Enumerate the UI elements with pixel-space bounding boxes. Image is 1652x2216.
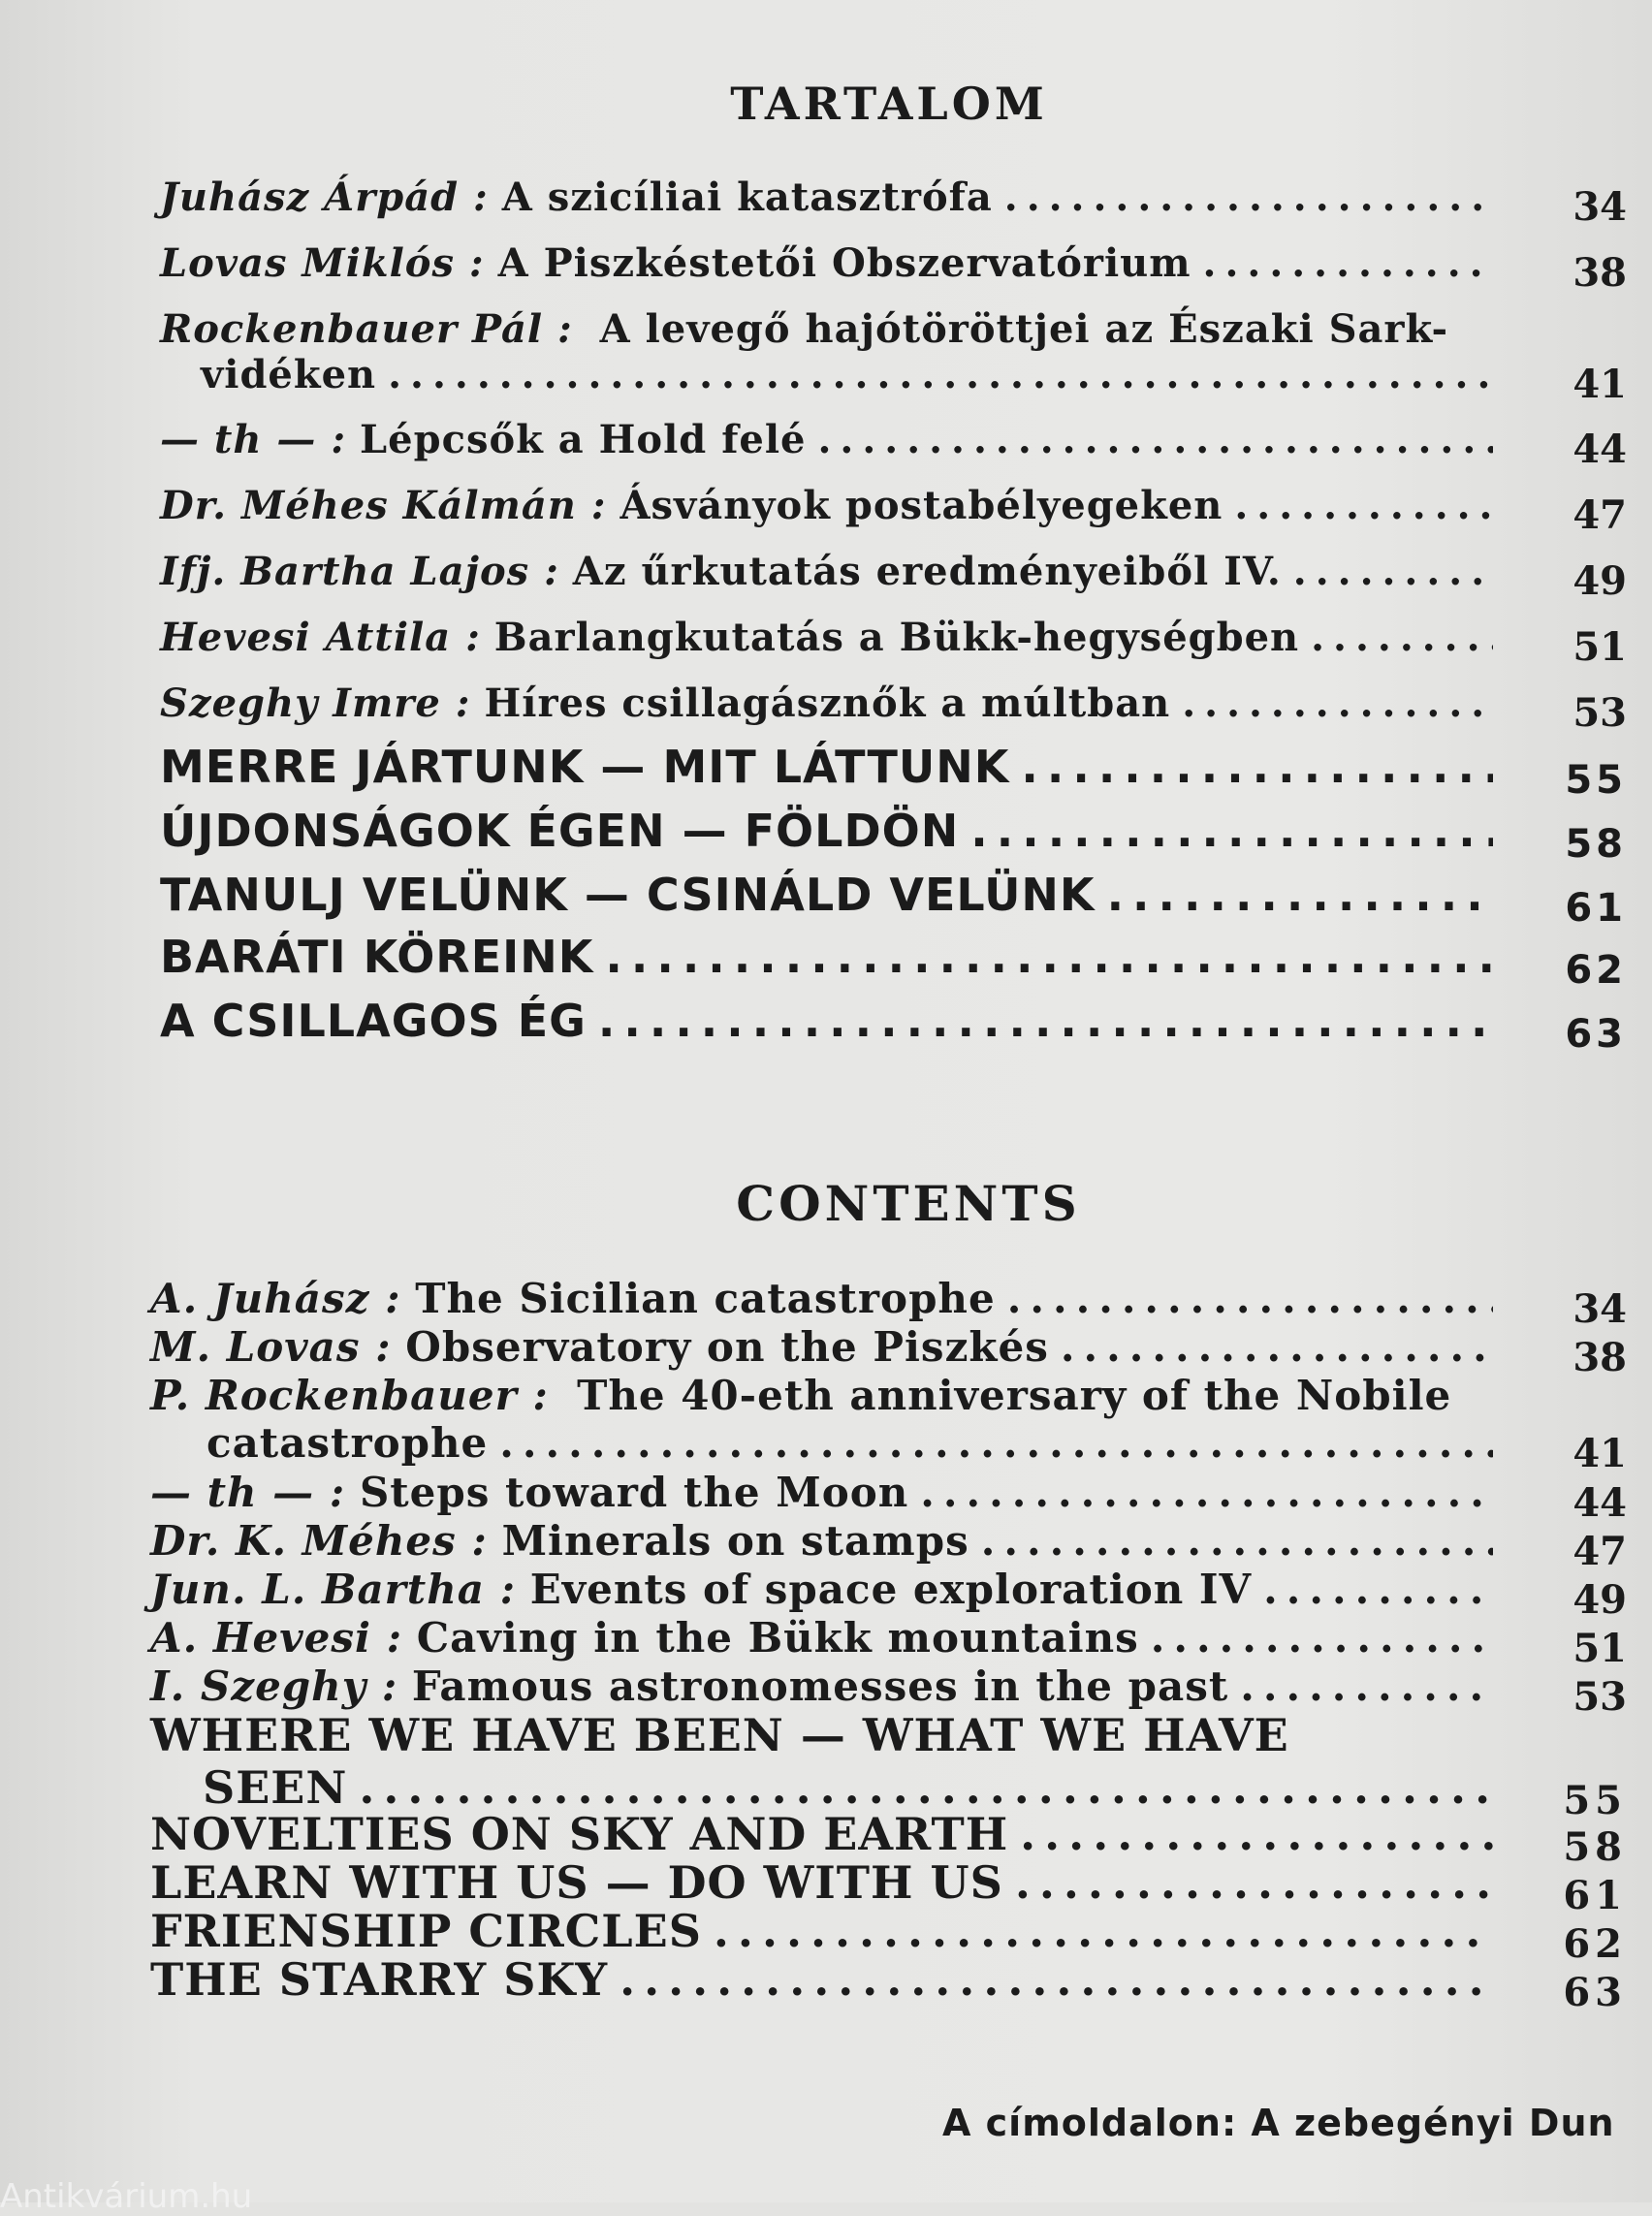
toc-entry [150,1566,1627,1623]
entry-title: A Piszkéstetői Obszervatórium [497,240,1191,286]
entry-title: The 40-eth anniversary of the Nobile [577,1372,1452,1419]
entry-page-number: 53 [1573,690,1627,736]
toc-entry [160,931,1627,993]
entry-title: Minerals on stamps [501,1517,969,1565]
entry-author: Juhász Árpád : [160,174,489,220]
dot-leader [1263,1566,1493,1613]
entry-page-number: 53 [1573,1674,1627,1720]
entry-author: I. Szeghy : [150,1662,398,1710]
entry-title: Híres csillagásznők a múltban [484,681,1171,726]
entry-page-number: 58 [1563,1824,1627,1870]
entry-page-number: 61 [1563,1873,1627,1918]
entry-title: LEARN WITH US — DO WITH US [150,1856,1003,1909]
entry-title: Lépcsők a Hold felé [360,417,807,462]
entry-author: — th — : [150,1469,346,1516]
toc-entry [160,417,1627,472]
toc-entry [150,1372,1627,1476]
dot-leader [1107,869,1493,921]
cover-caption: A címoldalon: A zebegényi Dun [942,2102,1615,2144]
toc-entry [160,741,1627,803]
dot-leader [1004,174,1493,220]
entry-title: Observatory on the Piszkés [405,1323,1049,1371]
entry-author: Rockenbauer Pál : [160,306,573,352]
entry-author: A. Hevesi : [150,1614,403,1662]
dot-leader [620,1953,1493,2006]
entry-title: ÚJDONSÁGOK ÉGEN — FÖLDÖN [160,805,960,857]
entry-author: Dr. Méhes Kálmán : [160,483,607,528]
toc-entry [160,306,1627,407]
dot-leader [499,1419,1493,1467]
dot-leader [1007,1275,1493,1322]
toc-entry [150,1614,1627,1671]
entry-page-number: 47 [1573,1529,1627,1574]
toc-entry [150,1517,1627,1574]
watermark: Antikvárium.hu [0,2177,253,2216]
entry-page-number: 51 [1573,1626,1627,1671]
dot-leader [714,1905,1493,1957]
entry-title: MERRE JÁRTUNK — MIT LÁTTUNK [160,741,1010,793]
toc-entry [150,1905,1627,1967]
toc-entry [150,1662,1627,1720]
entry-title: The Sicilian catastrophe [415,1275,996,1322]
dot-leader [1020,1808,1493,1860]
entry-page-number: 58 [1565,822,1627,867]
entry-author: Lovas Miklós : [160,240,485,286]
entry-title: Barlangkutatás a Bükk-hegységben [493,615,1300,660]
dot-leader [1061,1323,1493,1371]
entry-title: Ásványok postabélyegeken [620,483,1223,528]
toc-entry [160,615,1627,670]
toc-entry [160,805,1627,867]
dot-leader [598,995,1493,1047]
entry-title: FRIENSHIP CIRCLES [150,1905,702,1957]
toc-entry [150,1275,1627,1332]
entry-title: Caving in the Bükk mountains [416,1614,1139,1662]
entry-title: Az űrkutatás eredményeiből IV. [572,549,1282,594]
entry-page-number: 55 [1565,758,1627,803]
dot-leader [970,805,1493,857]
toc-entry [150,1323,1627,1380]
toc-entry [160,869,1627,931]
dot-leader [818,417,1494,462]
toc-entry [160,681,1627,736]
entry-title: BARÁTI KÖREINK [160,931,594,983]
entry-title: TANULJ VELÜNK — CSINÁLD VELÜNK [160,869,1096,921]
toc-entry [150,1469,1627,1526]
dot-leader [1182,681,1493,726]
entry-page-number: 38 [1573,1335,1627,1380]
dot-leader [388,352,1493,397]
entry-author: Ifj. Bartha Lajos : [160,549,559,594]
dot-leader [1234,483,1493,528]
hungarian-heading: TARTALOM [730,78,1048,130]
entry-title: WHERE WE HAVE BEEN — WHAT WE HAVE [150,1709,1289,1761]
entry-page-number: 44 [1573,427,1627,472]
entry-page-number: 41 [1573,362,1627,407]
toc-entry [160,240,1627,296]
dot-leader [1293,549,1493,594]
entry-page-number: 63 [1563,1970,1627,2015]
dot-leader [1311,615,1493,660]
entry-author: Jun. L. Bartha : [150,1566,517,1613]
entry-author: Szeghy Imre : [160,681,471,726]
entry-title: THE STARRY SKY [150,1953,609,2006]
entry-page-number: 61 [1565,886,1627,931]
entry-page-number: 44 [1573,1480,1627,1526]
toc-entry [160,483,1627,538]
entry-author: Dr. K. Méhes : [150,1517,488,1565]
entry-page-number: 38 [1573,250,1627,296]
entry-title-continued: vidéken [201,352,377,397]
entry-page-number: 34 [1573,184,1627,230]
entry-title: Steps toward the Moon [359,1469,909,1516]
entry-title: NOVELTIES ON SKY AND EARTH [150,1808,1009,1860]
entry-title: A CSILLAGOS ÉG [160,995,587,1047]
entry-page-number: 62 [1563,1921,1627,1967]
dot-leader [359,1761,1493,1814]
toc-entry [150,1709,1627,1823]
toc-entry [160,995,1627,1057]
entry-page-number: 47 [1573,492,1627,538]
dot-leader [920,1469,1493,1516]
dot-leader [981,1517,1493,1565]
dot-leader [1151,1614,1493,1662]
entry-page-number: 49 [1573,558,1627,604]
entry-page-number: 55 [1563,1778,1627,1823]
entry-author: Hevesi Attila : [160,615,481,660]
toc-entry [150,1953,1627,2015]
toc-entry [160,174,1627,230]
entry-author: — th — : [160,417,347,462]
entry-title-continued: catastrophe [206,1419,489,1467]
entry-title: A levegő hajótöröttjei az Északi Sark- [599,306,1449,352]
dot-leader [1240,1662,1493,1710]
dot-leader [605,931,1493,983]
dot-leader [1203,240,1493,286]
toc-entry [160,549,1627,604]
entry-page-number: 51 [1573,624,1627,670]
entry-page-number: 63 [1565,1012,1627,1057]
entry-title: A szicíliai katasztrófa [501,174,993,220]
toc-entry [150,1856,1627,1918]
entry-page-number: 49 [1573,1577,1627,1623]
entry-title: Famous astronomesses in the past [411,1662,1229,1710]
entry-author: P. Rockenbauer : [150,1372,549,1419]
entry-author: M. Lovas : [150,1323,392,1371]
entry-page-number: 41 [1573,1431,1627,1476]
dot-leader [1021,741,1493,793]
entry-title-continued: SEEN [203,1761,348,1814]
dot-leader [1015,1856,1493,1909]
entry-page-number: 34 [1573,1286,1627,1332]
entry-title: Events of space exploration IV [529,1566,1253,1613]
entry-author: A. Juhász : [150,1275,401,1322]
entry-page-number: 62 [1565,948,1627,993]
english-heading: CONTENTS [736,1175,1081,1232]
toc-entry [150,1808,1627,1870]
